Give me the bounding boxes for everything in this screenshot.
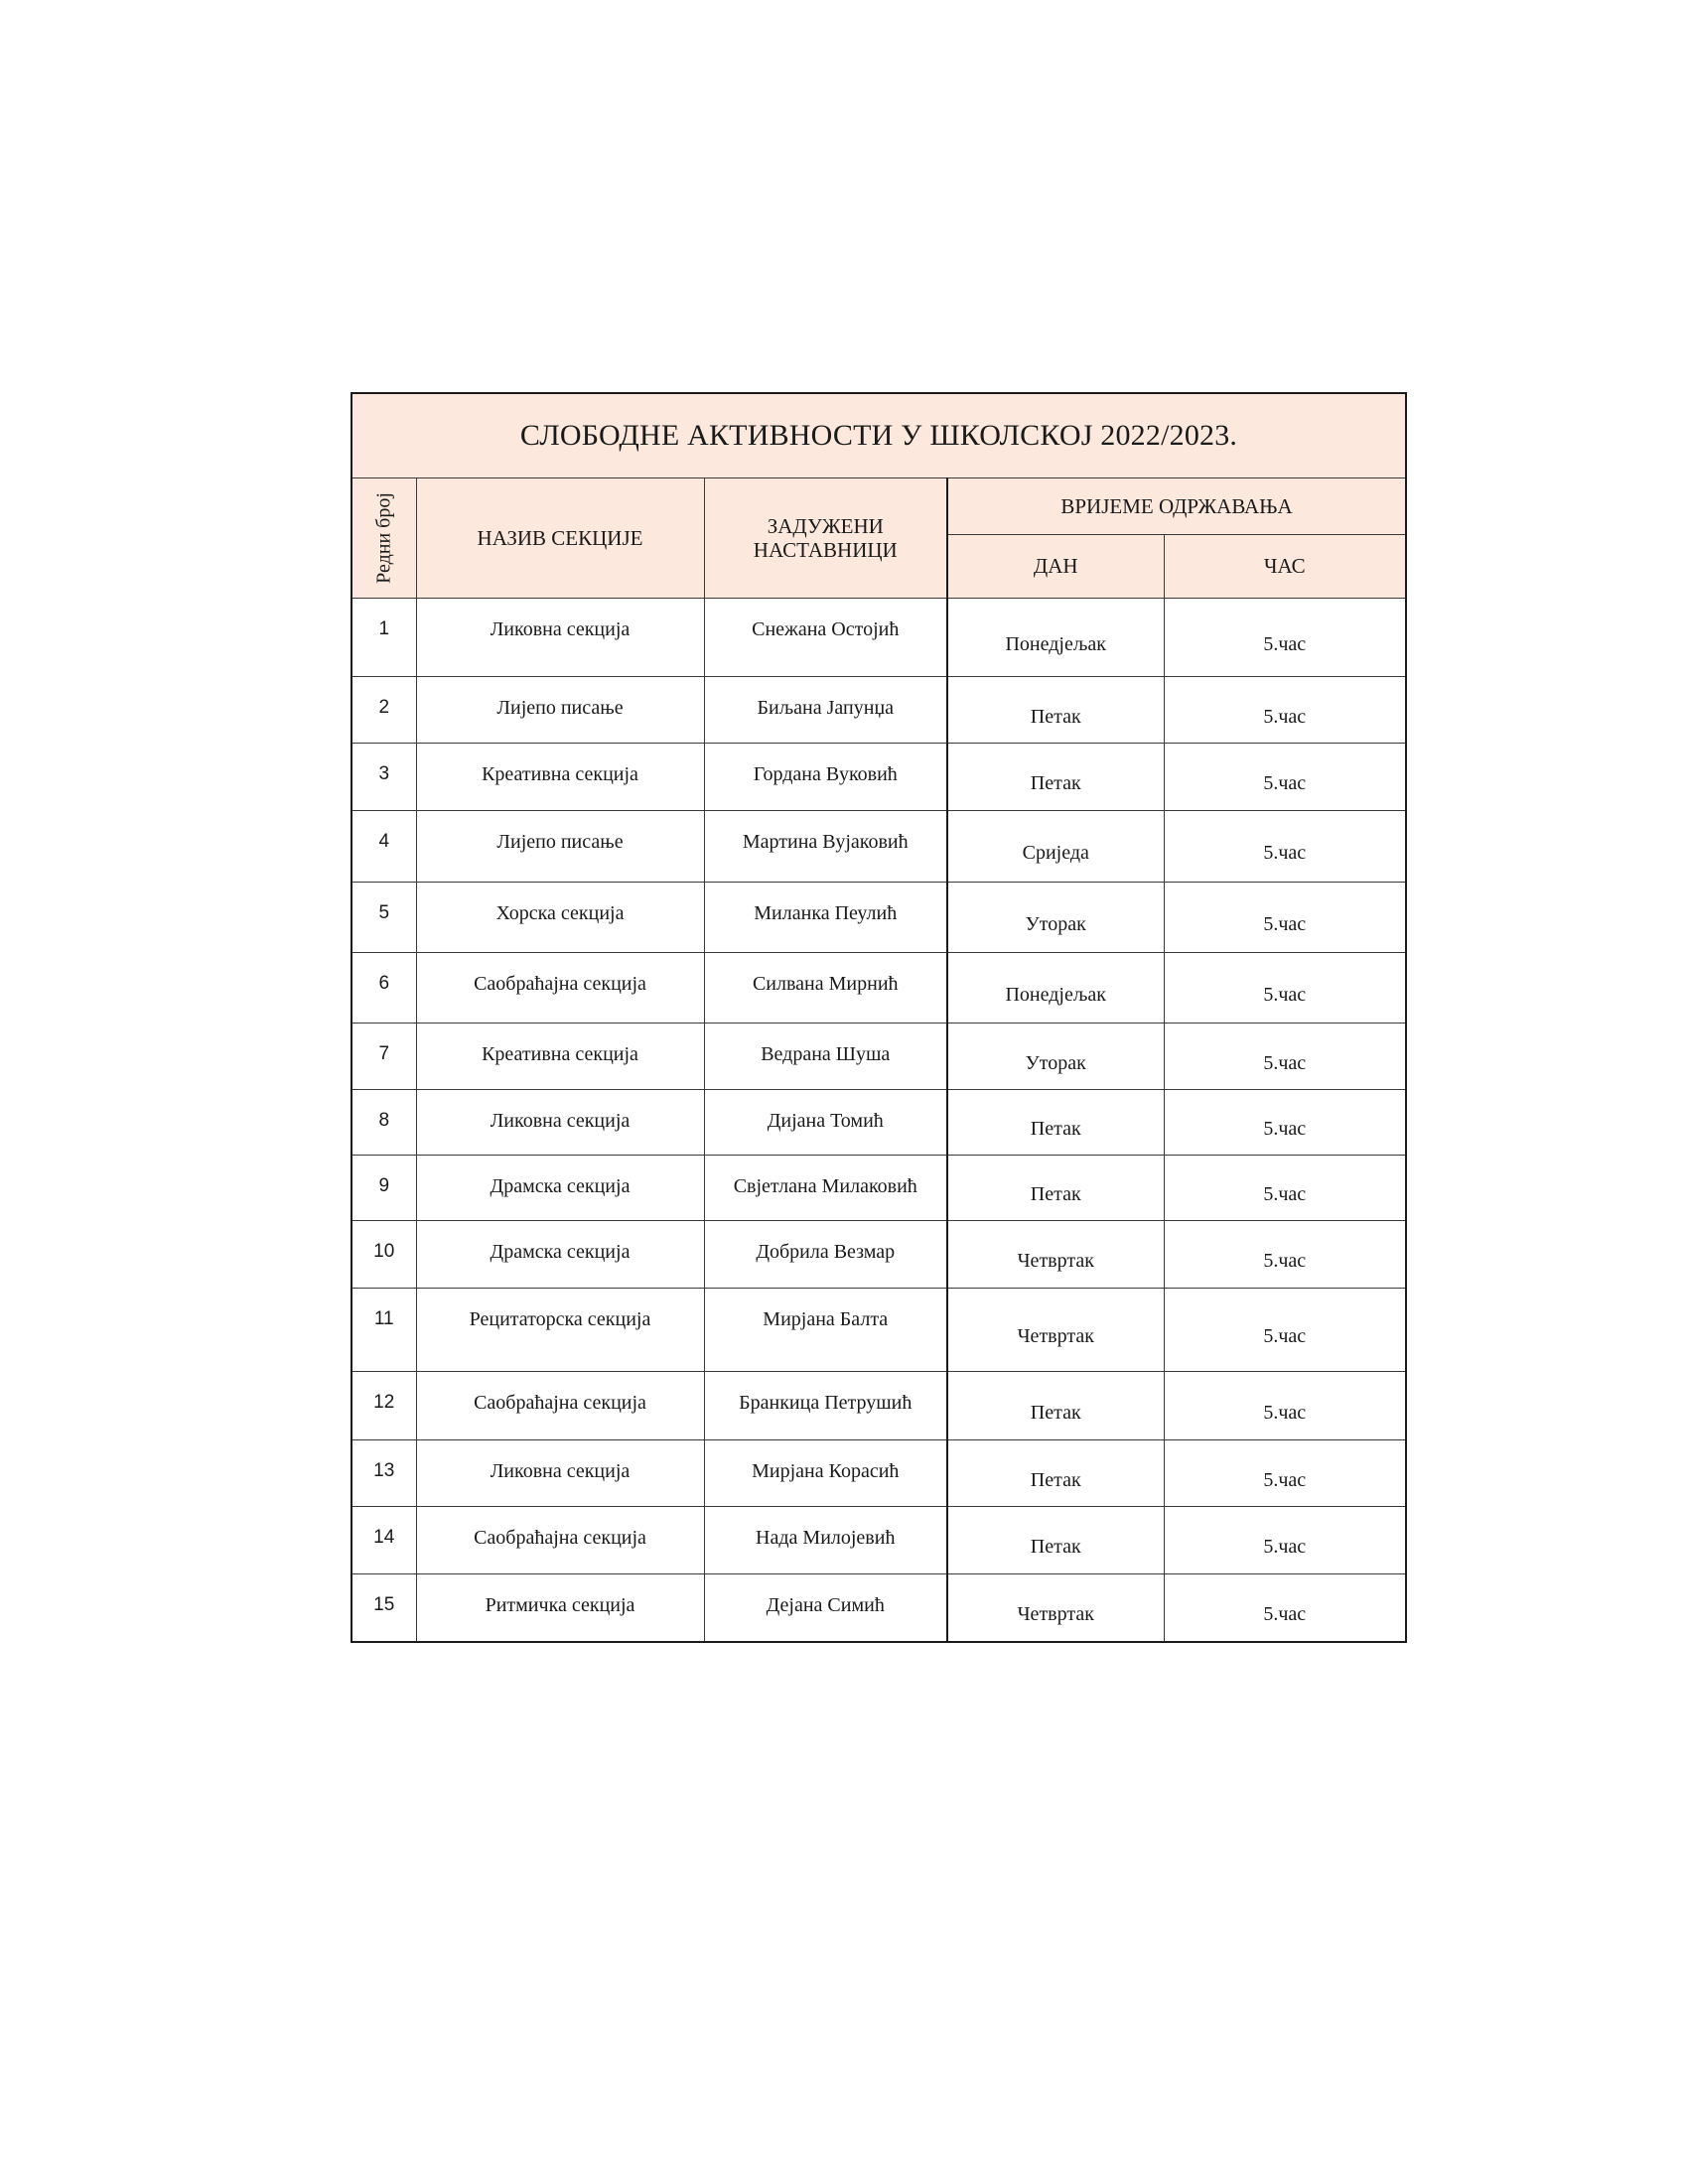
row-teacher: Бранкица Петрушић xyxy=(704,1372,947,1440)
row-section: Хорска секција xyxy=(416,883,704,953)
row-day: Уторак xyxy=(947,883,1164,953)
row-teacher: Силвана Мирнић xyxy=(704,953,947,1024)
row-hour: 5.час xyxy=(1164,744,1406,811)
row-teacher: Гордана Вуковић xyxy=(704,744,947,811)
row-num: 10 xyxy=(352,1221,416,1289)
row-num: 8 xyxy=(352,1090,416,1156)
row-hour: 5.час xyxy=(1164,1156,1406,1221)
row-num: 13 xyxy=(352,1440,416,1507)
row-teacher: Мартина Вујаковић xyxy=(704,811,947,883)
table-row xyxy=(352,1574,1406,1642)
row-day: Петак xyxy=(947,1156,1164,1221)
row-hour: 5.час xyxy=(1164,953,1406,1024)
table-title: СЛОБОДНЕ АКТИВНОСТИ У ШКОЛСКОЈ 2022/2023. xyxy=(352,393,1406,478)
table-row xyxy=(352,1024,1406,1090)
header-teachers-label: ЗАДУЖЕНИ НАСТАВНИЦИ xyxy=(753,514,898,562)
row-num: 5 xyxy=(352,883,416,953)
row-section: Ритмичка секција xyxy=(416,1574,704,1642)
table-row xyxy=(352,1289,1406,1372)
row-section: Ликовна секција xyxy=(416,1090,704,1156)
row-hour: 5.час xyxy=(1164,1507,1406,1574)
row-teacher: Мирјана Балта xyxy=(704,1289,947,1372)
row-day: Уторак xyxy=(947,1024,1164,1090)
table-row xyxy=(352,599,1406,677)
row-section: Ликовна секција xyxy=(416,599,704,677)
row-num: 12 xyxy=(352,1372,416,1440)
table-row xyxy=(352,677,1406,744)
row-teacher: Ведрана Шуша xyxy=(704,1024,947,1090)
table-row xyxy=(352,811,1406,883)
row-teacher: Свјетлана Милаковић xyxy=(704,1156,947,1221)
row-section: Лијепо писање xyxy=(416,677,704,744)
row-section: Драмска секција xyxy=(416,1221,704,1289)
row-teacher: Добрила Везмар xyxy=(704,1221,947,1289)
row-day: Понедјељак xyxy=(947,953,1164,1024)
row-teacher: Биљана Јапунџа xyxy=(704,677,947,744)
row-num: 6 xyxy=(352,953,416,1024)
table-row xyxy=(352,1440,1406,1507)
row-day: Четвртак xyxy=(947,1574,1164,1642)
row-num: 14 xyxy=(352,1507,416,1574)
table-row xyxy=(352,1090,1406,1156)
row-teacher: Нада Милојевић xyxy=(704,1507,947,1574)
table-body xyxy=(352,599,1406,1642)
header-num-label: Редни број xyxy=(372,492,395,584)
header-num xyxy=(352,478,416,599)
row-num: 7 xyxy=(352,1024,416,1090)
row-section: Саобраћајна секција xyxy=(416,953,704,1024)
table-row xyxy=(352,1221,1406,1289)
row-teacher: Миланка Пеулић xyxy=(704,883,947,953)
row-teacher: Снежана Остојић xyxy=(704,599,947,677)
row-day: Петак xyxy=(947,677,1164,744)
row-section: Лијепо писање xyxy=(416,811,704,883)
row-day: Петак xyxy=(947,1440,1164,1507)
row-hour: 5.час xyxy=(1164,1574,1406,1642)
row-teacher: Дијана Томић xyxy=(704,1090,947,1156)
table-row xyxy=(352,883,1406,953)
row-num: 11 xyxy=(352,1289,416,1372)
row-hour: 5.час xyxy=(1164,1090,1406,1156)
table-row xyxy=(352,1156,1406,1221)
row-hour: 5.час xyxy=(1164,1024,1406,1090)
row-section: Саобраћајна секција xyxy=(416,1507,704,1574)
row-teacher: Дејана Симић xyxy=(704,1574,947,1642)
row-section: Ликовна секција xyxy=(416,1440,704,1507)
row-num: 4 xyxy=(352,811,416,883)
row-hour: 5.час xyxy=(1164,677,1406,744)
row-section: Креативна секција xyxy=(416,1024,704,1090)
row-num: 3 xyxy=(352,744,416,811)
header-section: НАЗИВ СЕКЦИЈЕ xyxy=(416,478,704,599)
row-day: Петак xyxy=(947,1090,1164,1156)
row-num: 15 xyxy=(352,1574,416,1642)
table-row xyxy=(352,953,1406,1024)
row-day: Петак xyxy=(947,744,1164,811)
row-hour: 5.час xyxy=(1164,599,1406,677)
row-section: Креативна секција xyxy=(416,744,704,811)
row-hour: 5.час xyxy=(1164,1289,1406,1372)
header-time: ВРИЈЕМЕ ОДРЖАВАЊА xyxy=(947,478,1406,535)
row-day: Петак xyxy=(947,1507,1164,1574)
row-section: Драмска секција xyxy=(416,1156,704,1221)
row-num: 2 xyxy=(352,677,416,744)
table-row xyxy=(352,1372,1406,1440)
row-day: Петак xyxy=(947,1372,1164,1440)
row-hour: 5.час xyxy=(1164,1372,1406,1440)
header-day: ДАН xyxy=(947,535,1164,599)
row-day: Сриједа xyxy=(947,811,1164,883)
row-hour: 5.час xyxy=(1164,883,1406,953)
table-row xyxy=(352,744,1406,811)
header-teachers xyxy=(704,478,947,599)
activities-table xyxy=(351,392,1407,1643)
row-hour: 5.час xyxy=(1164,811,1406,883)
row-section: Саобраћајна секција xyxy=(416,1372,704,1440)
row-day: Понедјељак xyxy=(947,599,1164,677)
row-day: Четвртак xyxy=(947,1289,1164,1372)
row-hour: 5.час xyxy=(1164,1221,1406,1289)
table-row xyxy=(352,1507,1406,1574)
row-num: 1 xyxy=(352,599,416,677)
row-num: 9 xyxy=(352,1156,416,1221)
row-section: Рецитаторска секција xyxy=(416,1289,704,1372)
header-hour: ЧАС xyxy=(1164,535,1406,599)
row-hour: 5.час xyxy=(1164,1440,1406,1507)
row-teacher: Мирјана Корасић xyxy=(704,1440,947,1507)
row-day: Четвртак xyxy=(947,1221,1164,1289)
